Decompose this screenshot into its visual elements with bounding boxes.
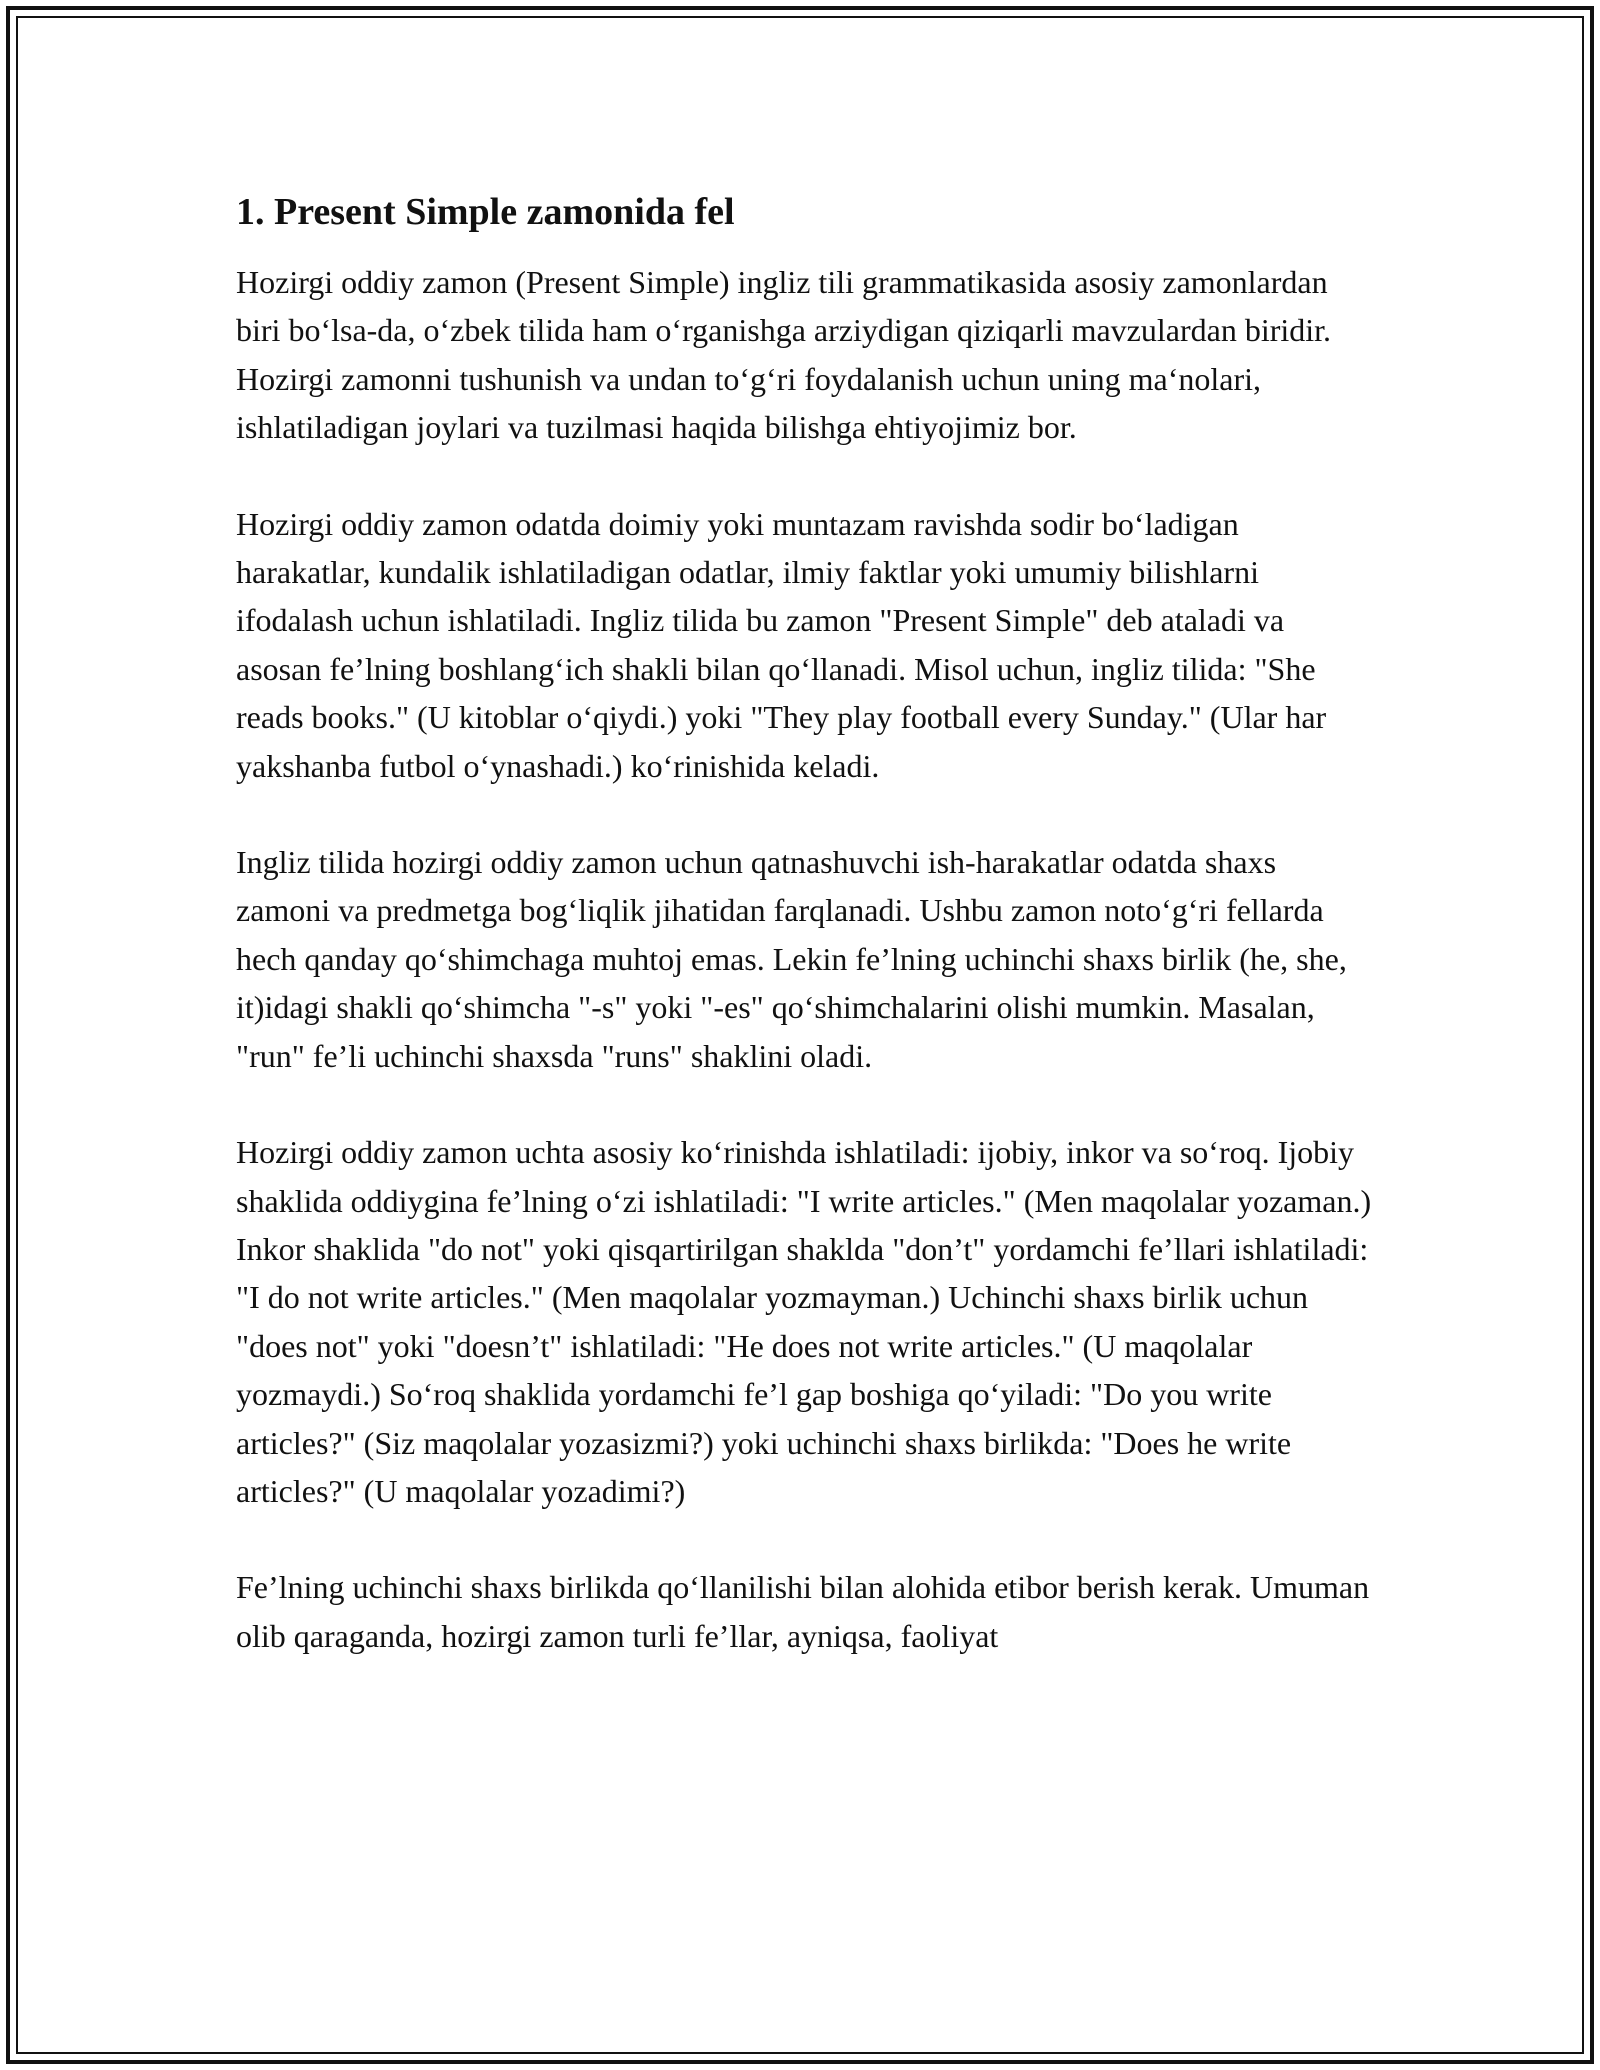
paragraph-5: Fe’lning uchinchi shaxs birlikda qo‘llanilishi bilan alohida etibor berish kerak. Umuman olib qaraganda, hozirgi zamon turli fe’llar, ayniqsa, faoliyat — [236, 1569, 1370, 1654]
document-body — [236, 188, 1376, 1708]
paragraph-3: Ingliz tilida hozirgi oddiy zamon uchun qatnashuvchi ish-harakatlar odatda shaxs zamoni va predmetga bog‘liqlik jihatidan farqlanadi. Ushbu zamon noto‘g‘ri fellarda hech qanday qo‘shimchaga muhtoj emas. Lekin fe’lning uchinchi shaxs birlik (he, she, it)idagi shakli qo‘shimcha "-s" yoki "-es" qo‘shimchalarini olishi mumkin. Masalan, "run" fe’li uchinchi shaxsda "runs" shaklini oladi. — [236, 844, 1347, 1074]
document-heading: 1. Present Simple zamonida fel — [236, 191, 735, 233]
paragraph-1: Hozirgi oddiy zamon (Present Simple) ingliz tili grammatikasida asosiy zamonlardan biri bo‘lsa-da, o‘zbek tilida ham o‘rganishga arziydigan qiziqarli mavzulardan biridir. Hozirgi zamonni tushunish va undan to‘g‘ri foydalanish uchun uning ma‘nolari, ishlatiladigan joylari va tuzilmasi haqida bilishga ehtiyojimiz bor. — [236, 264, 1332, 446]
paragraph-4: Hozirgi oddiy zamon uchta asosiy ko‘rinishda ishlatiladi: ijobiy, inkor va so‘roq. Ijobiy shaklida oddiygina fe’lning o‘zi ishlatiladi: "I write articles." (Men maqolalar yozaman.) Inkor shaklida "do not" yoki qisqartirilgan shaklda "don’t" yordamchi fe’llari ishlatiladi: "I do not write articles." (Men maqolalar yozmayman.) Uchinchi shaxs birlik uchun "does not" yoki "doesn’t" ishlatiladi: "He does not write articles." (U maqolalar yozmaydi.) So‘roq shaklida yordamchi fe’l gap boshiga qo‘yiladi: "Do you write articles?" (Siz maqolalar yozasizmi?) yoki uchinchi shaxs birlikda: "Does he write articles?" (U maqolalar yozadimi?) — [236, 1134, 1372, 1509]
paragraph-2: Hozirgi oddiy zamon odatda doimiy yoki muntazam ravishda sodir bo‘ladigan harakatlar, kundalik ishlatiladigan odatlar, ilmiy faktlar yoki umumiy bilishlarni ifodalash uchun ishlatiladi. Ingliz tilida bu zamon "Present Simple" deb ataladi va asosan fe’lning boshlang‘ich shakli bilan qo‘llanadi. Misol uchun, ingliz tilida: "She reads books." (U kitoblar o‘qiydi.) yoki "They play football every Sunday." (Ular har yakshanba futbol o‘ynashadi.) ko‘rinishida keladi. — [236, 505, 1327, 784]
